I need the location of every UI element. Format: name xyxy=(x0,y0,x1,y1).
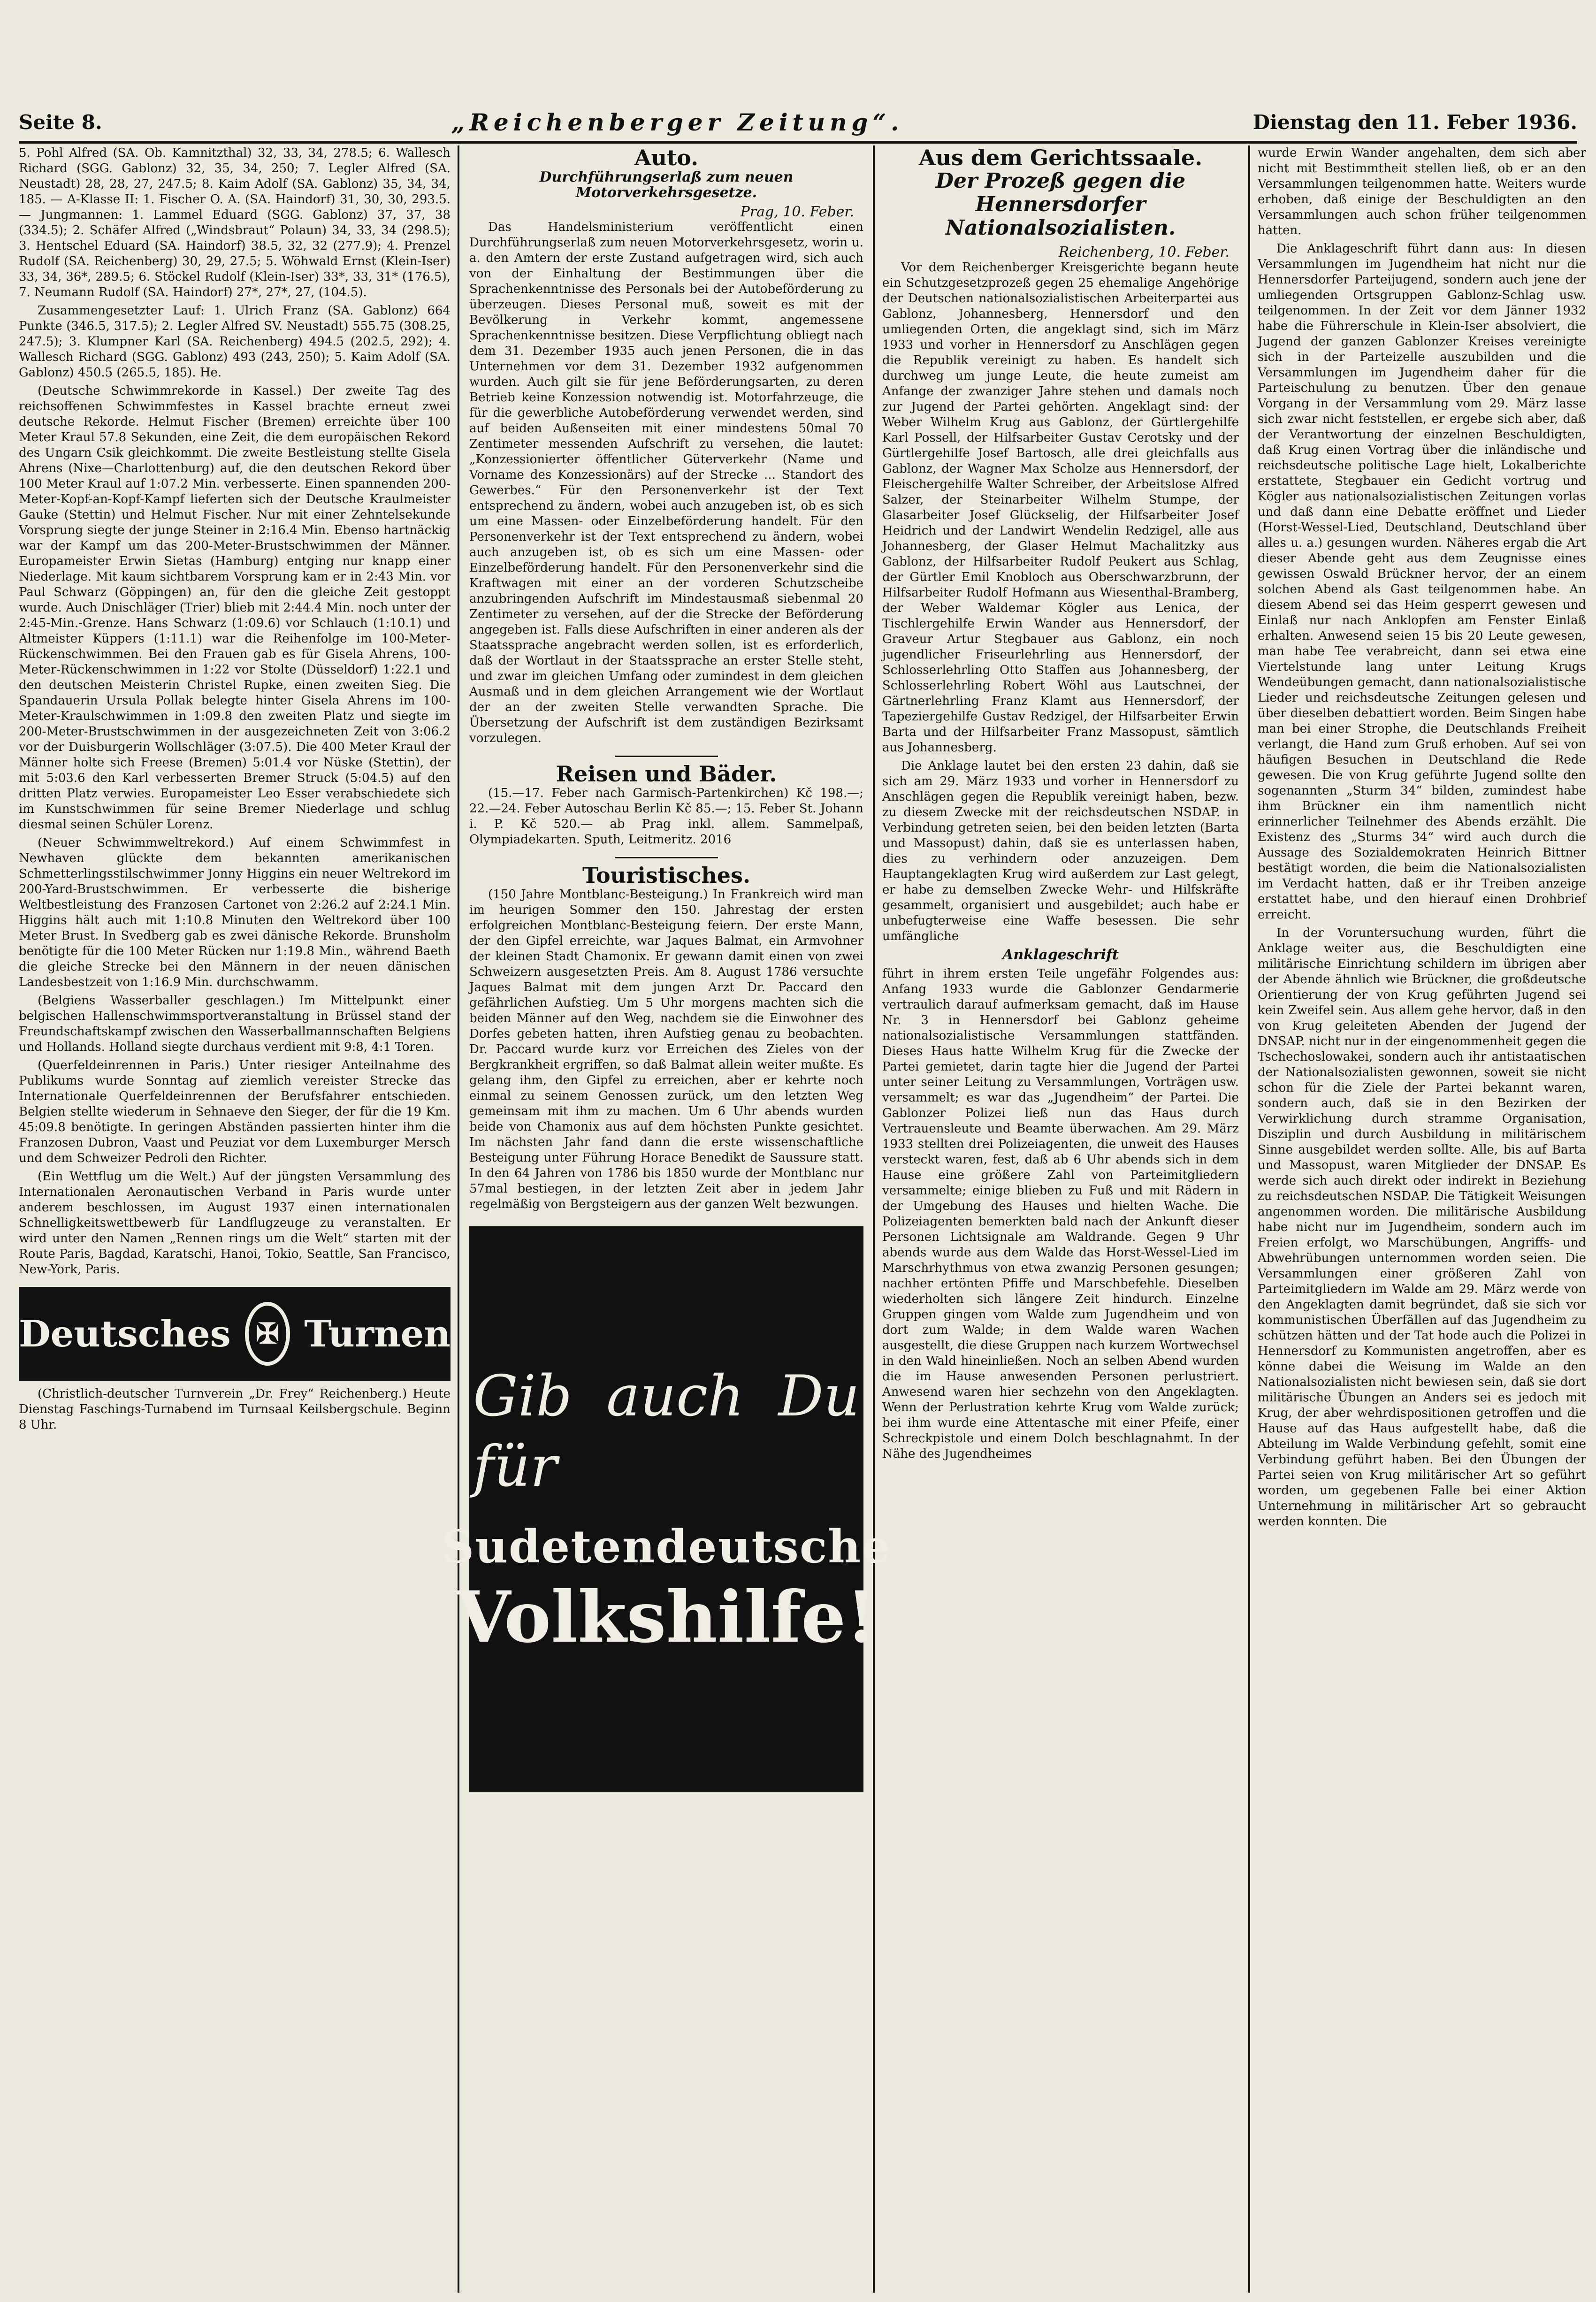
deutsches-turnen-banner xyxy=(19,1287,451,1381)
section-heading-auto: Auto. xyxy=(634,145,699,170)
column-divider xyxy=(458,145,459,2293)
court-body-2: Die Anklage lautet bei den ersten 23 dahin, daß sie sich am 29. März 1933 und vorher in Hennersdorf zu Anschlägen gegen die Republik vereinigt haben, bezw. zu diesem Zwecke mit der reichsdeutschen NSDAP. in Verbindung getreten seien, bei den beiden letzten (Barta und Massopust) dahin, daß sie es unterlassen haben, dies zu verhindern oder anzuzeigen. Dem Hauptangeklagten Krug wird außerdem zur Last gelegt, er habe zu demselben Zwecke Wehr- und Hilfskräfte gesammelt, organisiert und ausgebildet; auch habe er unbefugterweise eine Waffe besessen. Die sehr umfängliche xyxy=(882,759,1239,943)
court-cont-3: In der Voruntersuchung wurden, führt die Anklage weiter aus, die Beschuldigten eine militärische Einrichtung schildern im übrigen aber der Abende ähnlich wie Brückner, die großdeutsche Orientierung der von Krug geführten Jugend sei kein Zweifel sein. Aus allem gehe hervor, daß in den von Krug geleiteten Abenden der Jugend der DNSAP. nicht nur in der eingenommenheit gegen die Tschechoslowakei, sondern auch ihr antistaatischen der Nationalsozialisten gewonnen, soweit sie nicht schon für die Ziele der Partei bekannt waren, sondern auch, daß sie in den Bezirken der Verwirklichung durch stramme Organisation, Disziplin und durch Ausbildung in militärischem Sinne ausgebildet werden sollte. Alle, bis auf Barta und Massopust, waren Mitglieder der DNSAP. Es werde sich auch direkt oder indirekt in Beziehung zu reichsdeutschen NSDAP. Die Tätigkeit Weisungen angenommen worden. Die militärische Ausbildung habe nicht nur im Jugendheim, sondern auch im Freien erfolgt, wo Marschübungen, Angriffs- und Abwehrübungen unternommen worden seien. Die Versammlungen einer größeren Zahl von Parteimitgliedern im Walde am 29. März werde von den Angeklagten damit begründet, daß sie sich vor kommunistischen Überfällen auf das Jugendheim zu schützen hätten und der Tat hode auch die Polizei in Hennersdorf zu Kommunisten angetroffen, aber es könne dabei die Weisung im Walde an den Nationalsozialisten nicht bewiesen sein, daß sie dort militärische Übungen an Anders sei es jedoch mit Krug, der aber wehrdispositionen getroffen und die Hause auf das Haus aufgestellt habe, daß die Abteilung im Walde Verbindung gefehlt, somit eine Verbindung geführt haben. Bei den Übungen der Partei seien von Krug militärischer Art so geführt worden, um gegebenen Falle bei einer Aktion Unternehmung in militärischer Art so gebraucht werden konnten. Die xyxy=(1258,926,1586,1529)
column-divider xyxy=(873,145,875,2293)
article-travel: (15.—17. Feber nach Garmisch-Partenkirchen) Kč 198.—; 22.—24. Feber Autoschau Berlin Kč 85.—; 15. Feber St. Johann i. P. Kč 520.— ab Prag inkl. allem. Sammelpaß, Olympiadekarten. Sputh, Leitmeritz. 2016 xyxy=(469,786,863,847)
turnen-notice: (Christlich-deutscher Turnverein „Dr. Frey“ Reichenberg.) Heute Dienstag Faschings-Turnabend im Turnsaal Keilsbergschule. Beginn 8 Uhr. xyxy=(19,1387,451,1432)
section-heading-court: Aus dem Gerichtssaale. xyxy=(918,145,1203,170)
subheading-anklageschrift: Anklageschrift xyxy=(1002,947,1119,963)
article-cross-country: (Querfeldeinrennen in Paris.) Unter riesiger Anteilnahme des Publikums wurde Sonntag auf ziemlich vereister Strecke das Internationale Querfeldeinrennen der Berufsfahrer entschieden. Belgien stellte wiederum in Sehnaeve den Sieger, der für die 19 Km. 45:09.8 benötigte. In geringen Abständen passierten hinter ihm die Franzosen Dubron, Vaast und Peuziat vor dem Luxemburger Mersch und dem Schweizer Pedroli den Richter. xyxy=(19,1058,451,1165)
article-swim-records: (Deutsche Schwimmrekorde in Kassel.) Der zweite Tag des reichsoffenen Schwimmfestes in Kassel brachte erneut zwei deutsche Rekorde. Helmut Fischer (Bremen) erreichte über 100 Meter Kraul 57.8 Sekunden, eine Zeit, die dem europäischen Rekord des Ungarn Csik gleichkommt. Die zweite Bestleistung stellte Gisela Ahrens (Nixe—Charlottenburg) auf, die den deutschen Rekord über 100 Meter Kraul auf 1:07.2 Min. verbesserte. Einen spannenden 200-Meter-Kopf-an-Kopf-Kampf lieferten sich der Deutsche Kraulmeister Gauke (Stettin) und Helmut Fischer. Nur mit einer Zehntelsekunde Vorsprung siegte der junge Steiner in 2:16.4 Min. Ebenso hartnäckig war der Kampf um das 200-Meter-Brustschwimmen der Männer. Europameister Erwin Sietas (Hamburg) entging nur knapp einer Niederlage. Mit kaum sichtbarem Vorsprung kam er in 2:43 Min. vor Paul Schwarz (Göppingen) an, für den die gleiche Zeit gestoppt wurde. Auch Dnischläger (Trier) blieb mit 2:44.4 Min. noch unter der 2:45-Min.-Grenze. Hans Schwarz (1:09.6) vor Schlauch (1:10.1) und Altmeister Küppers (1:11.1) war die Reihenfolge im 100-Meter-Rückenschwimmen. Bei den Frauen gab es für Gisela Ahrens, 100-Meter-Rückenschwimmen in 1:22 vor Stolte (Düsseldorf) 1:22.1 und den deutschen Meisterin Christel Rupke, einen zweiten Sieg. Die Spandauerin Ursula Pollak belegte hinter Gisela Ahrens im 100-Meter-Kraulschwimmen in 1:09.8 den zweiten Platz und siegte im 200-Meter-Brustschwimmen in der ausgezeichneten Zeit von 3:06.2 vor der Duisburgerin Wollschläger (3:07.5). Die 400 Meter Kraul der Männer holte sich Freese (Bremen) 5:01.4 vor Nüske (Stettin), der mit 5:03.6 den Karl verbesserten Bremer Struck (5:04.5) auf den dritten Platz verwies. Europameister Leo Esser verabschiedete sich im Kunstschwimmen für seine Bremer Niederlage und schlug diesmal seinen Schüler Lorenz. xyxy=(19,384,451,832)
header-rule xyxy=(19,141,1577,144)
issue-date: Dienstag den 11. Feber 1936. xyxy=(1252,110,1577,134)
headline-auto: Durchführungserlaß zum neuen Motorverkehrsgesetze. xyxy=(539,169,794,201)
court-cont-1: wurde Erwin Wander angehalten, dem sich aber nicht mit Bestimmtheit stellen ließ, ob er an den Versammlungen teilgenommen hatte. Weiters wurde erhoben, daß einige der Beschuldigten an den Versammlungen auch schon früher teilgenommen hatten. xyxy=(1258,146,1586,237)
dateline-auto: Prag, 10. Feber. xyxy=(740,204,854,220)
advert-script-line: Gib auch Du für xyxy=(473,1364,860,1499)
article-new-record: (Neuer Schwimmweltrekord.) Auf einem Schwimmfest in Newhaven glückte dem bekannten amerikanischen Schmetterlingsstilschwimmer Jonny Higgins ein neuer Weltrekord im 200-Yard-Brustschwimmen. Er verbesserte die bisherige Weltbestleistung des Franzosen Cartonet von 2:26.2 auf 2:24.1 Min. Higgins hält auch mit 1:10.8 Minuten den Weltrekord über 100 Meter Brust. In Svedberg gab es zwei dänische Rekorde. Brunsholm benötigte für die 100 Meter Rücken nur 1:19.8 Min., während Baeth die gleiche Strecke bei den Männern in der neuen dänischen Landesbestzeit von 1:16.9 Min. durchschwamm. xyxy=(19,836,451,989)
section-rule xyxy=(615,756,718,757)
article-auto-body: Das Handelsministerium veröffentlicht einen Durchführungserlaß zum neuen Motorverkehrsgesetz, worin u. a. den Amtern der erste Zustand aufgetragen wird, sich auch von der Einhaltung der Bestimmungen über die Sprachenkenntnisse des Personals bei der Autobeförderung zu überzeugen. Dieses Personal muß, soweit es mit der Bevölkerung in Verkehr kommt, angemessene Sprachenkenntnisse besitzen. Diese Verpflichtung obliegt nach dem 31. Dezember 1935 auch jenen Personen, die in das Unternehmen vor dem 31. Dezember 1932 aufgenommen wurden. Auch gilt sie für jene Beförderungsarten, zu deren Betrieb keine Konzession notwendig ist. Motorfahrzeuge, die für die gewerbliche Autobeförderung verwendet werden, sind auf beiden Außenseiten mit einer mindestens 50mal 70 Zentimeter messenden Aufschrift zu versehen, die lautet: „Konzessionierter öffentlicher Güterverkehr (Name und Vorname des Konzessionärs) auf der Strecke ... Standort des Gewerbes.“ Für den Personenverkehr ist der Text entsprechend zu ändern, wobei auch anzugeben ist, ob es sich um eine Massen- oder Einzelbeförderung handelt. Für den Personenverkehr ist der Text entsprechend zu ändern, wobei auch anzugeben ist, ob es sich um eine Massen- oder Einzelbeförderung handelt. Für den Personenverkehr sind die Kraftwagen mit einer an der vorderen Schutzscheibe anzubringenden Aufschrift im Mindestausmaß siebenmal 20 Zentimeter zu versehen, auf der die Strecke der Beförderung angegeben ist. Falls diese Aufschriften in einer anderen als der Staatssprache angebracht werden sollen, ist es erforderlich, daß der Wortlaut in der Staatssprache an erster Stelle steht, und zwar im gleichen Umfang oder zumindest in dem gleichen Ausmaß und in dem gleichen Arrangement wie der Wortlaut der an der zweiten Stelle verwandten Sprache. Die Übersetzung der Aufschrift ist dem zuständigen Bezirksamt vorzulegen. xyxy=(469,220,863,745)
combined-results: Zusammengesetzter Lauf: 1. Ulrich Franz (SA. Gablonz) 664 Punkte (346.5, 317.5); 2. Legler Alfred SV. Neustadt) 555.75 (308.25, 247.5); 3. Klumpner Karl (SA. Reichenberg) 494.5 (202.5, 292); 4. Wallesch Richard (SGG. Gablonz) 493 (243, 250); 5. Kaim Adolf (SA. Gablonz) 450.5 (265.5, 185). He. xyxy=(19,304,451,380)
page-number: Seite 8. xyxy=(19,110,102,134)
column-court xyxy=(882,145,1239,2293)
dateline-court: Reichenberg, 10. Feber. xyxy=(1058,244,1229,260)
banner-word-left: Deutsches xyxy=(19,1312,231,1355)
newspaper-title: „Reichenberger Zeitung“. xyxy=(451,108,904,136)
column-court-continued xyxy=(1258,145,1586,2293)
turner-cross-icon: ✠ xyxy=(245,1302,290,1366)
column-divider xyxy=(1248,145,1250,2293)
section-heading-travel: Reisen und Bäder. xyxy=(556,761,777,787)
advert-line-1: Sudetendeutsche xyxy=(441,1520,892,1573)
court-cont-2: Die Anklageschrift führt dann aus: In diesen Versammlungen im Jugendheim hat nicht nur die Hennersdorfer Parteijugend, sondern auch jene der umliegenden Ortsgruppen Gablonz-Schlag usw. teilgenommen. In der Zeit vor dem Jänner 1932 habe die Führerschule in Klein-Iser absolviert, die Jugend der ganzen Gablonzer Kreises vereinigte sich in der Parteizelle auszubilden und die Versammlungen im Jugendheim daher für die Parteischulung zu benutzen. Über den genaue Vorgang in der Versammlung vom 29. März lasse sich zwar nicht feststellen, er ergebe sich aber, daß der Verantwortung der einzelnen Beschuldigten, daß Krug einen Vortrag über die inländische und reichsdeutsche politische Lage hielt, Lokalberichte erstattete, Stegbauer ein Gedicht vortrug und Kögler aus nationalsozialistischen Zeitungen vorlas und daß dann eine Debatte eröffnet und Lieder (Horst-Wessel-Lied, Deutschland, Deutschland über alles u. a.) gesungen wurden. Näheres ergab die Art dieser Abende geht aus dem Zeugnisse eines gewissen Oswald Brückner hervor, der an einem solchen Abend als Gast teilgenommen habe. An diesem Abend sei das Heim gesperrt gewesen und Einlaß nur nach Anklopfen am Fenster Einlaß erhalten. Anwesend seien 15 bis 20 Leute gewesen, man habe Tee verabreicht, dann sei etwa eine Viertelstunde lang unter Leitung Krugs Wendeübungen gemacht, dann nationalsozialistische Lieder und reichsdeutsche Zeitungen gelesen und über dieselben debattiert worden. Beim Singen habe man bei einer Strophe, die Deutschlands Freiheit verlangt, die Hand zum Gruß erhoben. Auf sei von häufigen Besuchen in Deutschland die Rede gewesen. Die von Krug geführte Jugend sollte den sogenannten „Sturm 34“ bilden, zumindest habe ihm Brückner ein ihm namentlich nicht erinnerlicher Teilnehmer des Abends erzählt. Die Existenz des „Sturms 34“ wird auch durch die Aussage des Sozialdemokraten Heinrich Bittner bestätigt worden, die beim die Nationalsozialisten im Verdacht hatten, daß er ihr Treiben anzeige erstattet habe, und den hierauf einen Drohbrief erreicht. xyxy=(1258,242,1586,922)
column-auto xyxy=(441,145,892,2293)
headline-court: Der Prozeß gegen die Hennersdorfer Nationalsozialisten. xyxy=(935,169,1186,240)
page-header xyxy=(19,103,1577,141)
article-tourism: (150 Jahre Montblanc-Besteigung.) In Frankreich wird man im heurigen Sommer den 150. Jahrestag der ersten erfolgreichen Montblanc-Besteigung feiern. Der erste Mann, der den Gipfel erreichte, war Jaques Balmat, ein Armvohner der kleinen Stadt Chamonix. Er gewann damit einen von zwei Schweizern ausgesetzten Preis. Am 8. August 1786 versuchte Jaques Balmat mit dem jungen Arzt Dr. Paccard den gefährlichen Aufstieg. Um 5 Uhr morgens machten sich die beiden Männer auf den Weg, nachdem sie die Einwohner des Dorfes gebeten hatten, ihren Aufstieg genau zu beobachten. Dr. Paccard wurde kurz vor Erreichen des Zieles von der Bergkrankheit ergriffen, so daß Balmat allein weiter mußte. Es gelang ihm, den Gipfel zu erreichen, aber er kehrte noch einmal zu seinem Genossen zurück, um den letzten Weg gemeinsam mit ihm zu machen. Um 6 Uhr abends wurden beide von Chamonix aus auf dem höchsten Punkte gesichtet. Im nächsten Jahr fand dann die erste wissenschaftliche Besteigung unter Führung Horace Benedikt de Saussure statt. In den 64 Jahren von 1786 bis 1850 wurde der Montblanc nur 57mal bestiegen, in der letzten Zeit aber in jedem Jahr regelmäßig von Bergsteigern aus der ganzen Welt bezwungen. xyxy=(469,887,863,1211)
advert-line-2: Volkshilfe! xyxy=(456,1576,877,1659)
article-world-race: (Ein Wettflug um die Welt.) Auf der jüngsten Versammlung des Internationalen Aeronautischen Verband in Paris wurde unter anderem beschlossen, im August 1937 einen internationalen Schnelligkeitswettbewerb für Landflugzeuge zu veranstalten. Er wird unter den Namen „Rennen rings um die Welt“ starten mit der Route Paris, Bagdad, Karatschi, Hanoi, Tokio, Seattle, San Francisco, New-York, Paris. xyxy=(19,1170,451,1277)
section-rule xyxy=(615,857,718,858)
banner-word-right: Turnen xyxy=(304,1312,451,1355)
column-sport xyxy=(19,145,451,2293)
section-heading-tourism: Touristisches. xyxy=(582,863,750,888)
article-water-polo: (Belgiens Wasserballer geschlagen.) Im Mittelpunkt einer belgischen Hallenschwimmsportveranstaltung in Brüssel stand der Freundschaftskampf zwischen den Wasserballmannschaften Belgiens und Hollands. Holland siegte durchaus verdient mit 9:8, 4:1 Toren. xyxy=(19,994,451,1054)
court-body-1: Vor dem Reichenberger Kreisgerichte begann heute ein Schutzgesetzprozeß gegen 25 ehemalige Angehörige der Deutschen nationalsozialistischen Arbeiterpartei aus Gablonz, Johannesberg, Hennersdorf und den umliegenden Orten, die angeklagt sind, sich im März 1933 und vorher in Hennersdorf zu Anschlägen gegen die Republik vereinigt zu haben. Es handelt sich durchweg um junge Leute, die heute zumeist am Anfange der zwanziger Jahre stehen und damals noch zur Jugend der Partei gehörten. Angeklagt sind: der Weber Wilhelm Krug aus Gablonz, der Gürtlergehilfe Karl Possell, der Hilfsarbeiter Gustav Cerotsky und der Gürtlergehilfe Josef Bartosch, alle drei gleichfalls aus Gablonz, der Wagner Max Scholze aus Hennersdorf, der Fleischergehilfe Walter Schreiber, der Arbeitslose Alfred Salzer, der Steinarbeiter Wilhelm Stumpe, der Glasarbeiter Josef Glückselig, der Hilfsarbeiter Josef Heidrich und der Landwirt Wendelin Redzigel, alle aus Johannesberg, der Glaser Helmut Machalitzky aus Gablonz, der Hilfsarbeiter Rudolf Peukert aus Schlag, der Gürtler Emil Knobloch aus Oberschwarzbrunn, der Hilfsarbeiter Rudolf Hofmann aus Wiesenthal-Bramberg, der Weber Waldemar Kögler aus Lenica, der Tischlergehilfe Erwin Wander aus Hennersdorf, der Graveur Artur Stegbauer aus Gablonz, ein noch jugendlicher Friseurlehrling aus Hennersdorf, der Schlosserlehrling Otto Staffen aus Johannesberg, der Schlosserlehrling Robert Wöhl aus Lautschnei, der Gärtnerlehrling Franz Klamt aus Hennersdorf, der Tapeziergehilfe Gustav Redzigel, der Hilfsarbeiter Erwin Barta und der Hilfsarbeiter Franz Massopust, sämtlich aus Johannesberg. xyxy=(882,260,1239,755)
volkshilfe-advert xyxy=(441,1226,892,1792)
court-body-3: führt in ihrem ersten Teile ungefähr Folgendes aus: Anfang 1933 wurde die Gablonzer Gendarmerie vertraulich darauf aufmerksam gemacht, daß im Hause Nr. 3 in Hennersdorf bei Gablonz geheime nationalsozialistische Versammlungen stattfänden. Dieses Haus hatte Wilhelm Krug für die Zwecke der Partei gemietet, darin tagte hier die Jugend der Partei unter seiner Leitung zu Versammlungen, Vorträgen usw. versammelt; es war das „Jugendheim“ der Partei. Die Gablonzer Polizei ließ nun das Haus durch Vertrauensleute und Beamte überwachen. Am 29. März 1933 stellten drei Polizeiagenten, die unweit des Hauses versteckt waren, fest, daß ab 6 Uhr abends sich in dem Hause eine größere Zahl von Parteimitgliedern versammelte; einige blieben zu Fuß und mit Rädern in der Umgebung des Hauses und hielten Wache. Die Polizeiagenten bemerkten bald nach der Ankunft dieser Personen Lichtsignale am Waldrande. Gegen 9 Uhr abends wurde aus dem Walde das Horst-Wessel-Lied im Marschrhythmus von etwa zwanzig Personen gesungen; nachher ertönten Pfiffe und Marschbefehle. Dieselben wiederholten sich längere Zeit hindurch. Einzelne Gruppen gingen vom Walde zum Jugendheim und von dort zum Walde; in dem Walde waren Wachen ausgestellt, die diese Gruppen nach kurzem Wortwechsel in den Wald hineinließen. Noch an selben Abend wurden die im Hause anwesenden Personen perlustriert. Anwesend waren hier sechzehn von den Angeklagten. Wenn der Perlustration kehrte Krug vom Walde zurück; bei ihm wurde eine Attentasche mit einer Pfeife, einer Schreckpistole und einem Dolch beschlagnahmt. In der Nähe des Jugendheimes xyxy=(882,967,1239,1461)
ski-results: 5. Pohl Alfred (SA. Ob. Kamnitzthal) 32, 33, 34, 278.5; 6. Wallesch Richard (SGG. Gablonz) 32, 35, 34, 250; 7. Legler Alfred (SA. Neustadt) 28, 28, 27, 247.5; 8. Kaim Adolf (SA. Gablonz) 35, 34, 34, 185. — A-Klasse II: 1. Fischer O. A. (SA. Haindorf) 31, 30, 30, 293.5. — Jungmannen: 1. Lammel Eduard (SGG. Gablonz) 37, 37, 38 (334.5); 2. Schäfer Alfred („Windsbraut“ Polaun) 34, 33, 34 (298.5); 3. Hentschel Eduard (SA. Haindorf) 38.5, 32, 32 (277.9); 4. Prenzel Rudolf (SA. Reichenberg) 30, 29, 27.5; 5. Wöhwald Ernst (Klein-Iser) 33, 34, 36*, 289.5; 6. Stöckel Rudolf (Klein-Iser) 33*, 33, 31* (176.5), 7. Neumann Rudolf (SA. Haindorf) 27*, 27*, 27, (104.5). xyxy=(19,146,451,299)
